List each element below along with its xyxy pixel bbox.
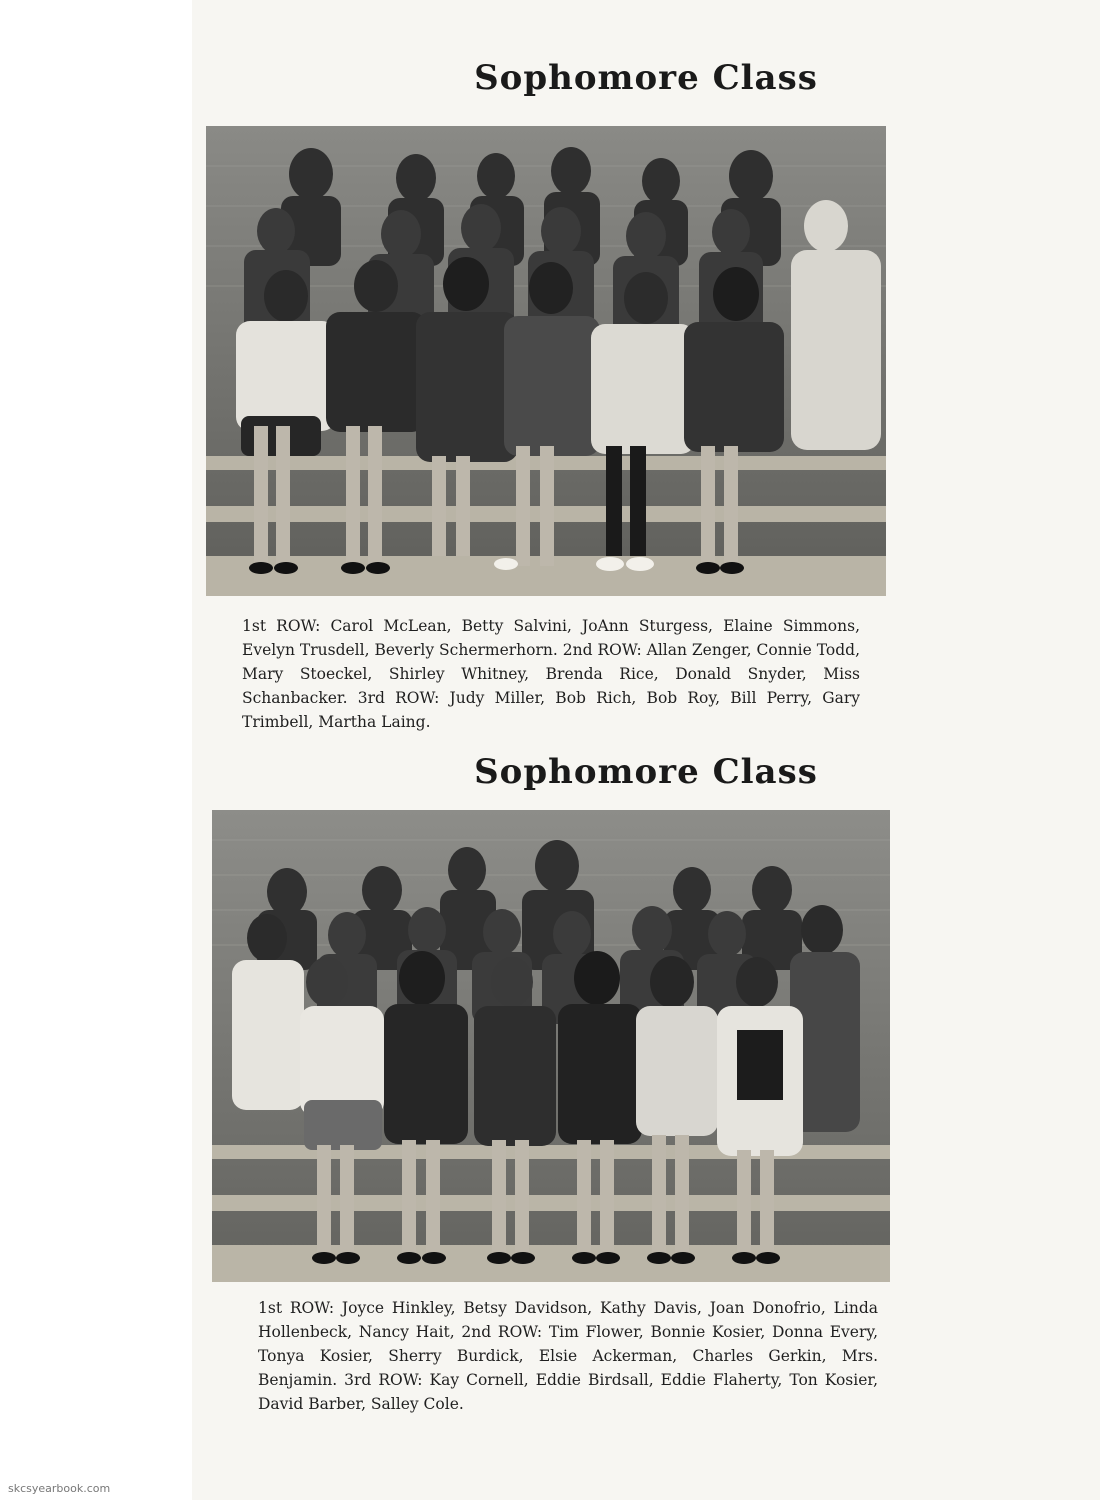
class-photo-bottom bbox=[212, 810, 890, 1282]
class-photo-top-image bbox=[206, 126, 886, 596]
caption-top: 1st ROW: Carol McLean, Betty Salvini, JoAnn Sturgess, Elaine Simmons, Evelyn Trusdell, Beverly Schermerhorn. 2nd ROW: Allan Zenger, Connie Todd, Mary Stoeckel, Shirley Whitney, Brenda Rice, Donald Snyder, Miss Schanbacker. 3rd ROW: Judy Miller, Bob Rich, Bob Roy, Bill Perry, Gary Trimbell, Martha Laing. bbox=[242, 617, 860, 731]
section-heading-top: Sophomore Class bbox=[474, 58, 818, 98]
section-heading-bottom: Sophomore Class bbox=[474, 752, 818, 792]
yearbook-page bbox=[192, 0, 1100, 1500]
site-watermark: skcsyearbook.com bbox=[8, 1482, 111, 1495]
caption-bottom: 1st ROW: Joyce Hinkley, Betsy Davidson, Kathy Davis, Joan Donofrio, Linda Hollenbeck, Nancy Hait, 2nd ROW: Tim Flower, Bonnie Kosier, Donna Every, Tonya Kosier, Sherry Burdick, Elsie Ackerman, Charles Gerkin, Mrs. Benjamin. 3rd ROW: Kay Cornell, Eddie Birdsall, Eddie Flaherty, Ton Kosier, David Barber, Salley Cole. bbox=[258, 1299, 878, 1413]
class-photo-bottom-image bbox=[212, 810, 890, 1282]
class-photo-top bbox=[206, 126, 886, 596]
